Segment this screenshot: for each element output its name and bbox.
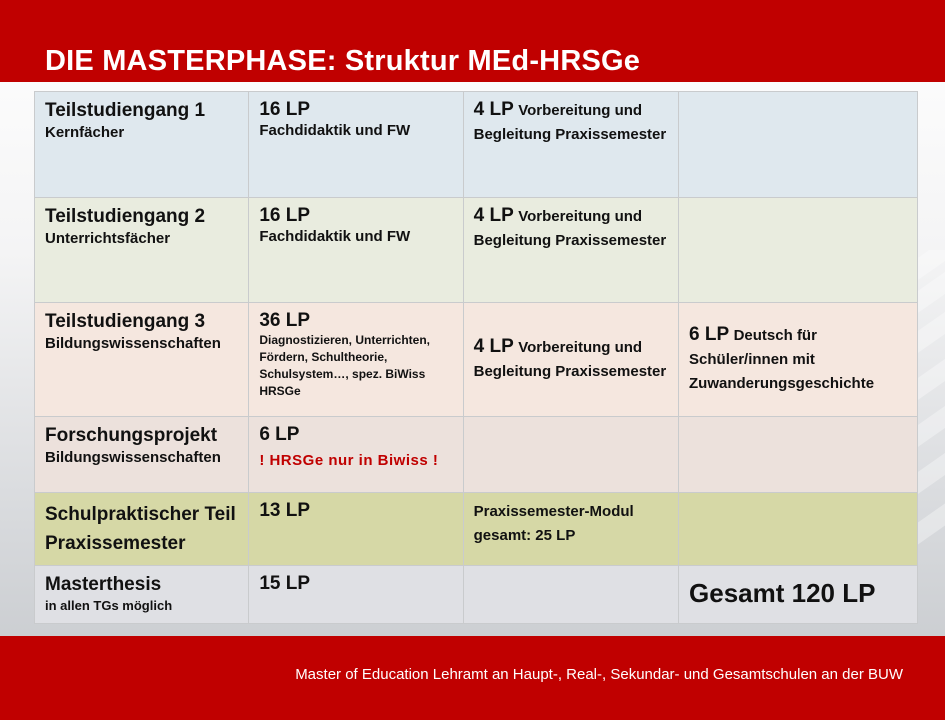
lp-description: Fachdidaktik und FW bbox=[259, 228, 411, 245]
lp-cell bbox=[249, 493, 463, 566]
row-heading-cell bbox=[35, 417, 249, 493]
row-title: Masterthesis bbox=[45, 574, 162, 595]
slide-title: DIE MASTERPHASE: Struktur MEd-HRSGe bbox=[45, 44, 641, 77]
praxis-text: Vorbereitung und Begleitung Praxissemester bbox=[473, 102, 667, 143]
row-heading-cell bbox=[35, 493, 249, 566]
table-row bbox=[35, 493, 918, 566]
total-cell bbox=[679, 566, 918, 624]
row-title: Schulpraktischer Teil Praxissemester bbox=[45, 504, 236, 554]
extra-cell bbox=[679, 303, 918, 417]
row-title: Forschungsprojekt bbox=[45, 425, 218, 446]
praxis-cell bbox=[463, 198, 678, 303]
row-title: Teilstudiengang 1 bbox=[45, 100, 206, 121]
row-title: Teilstudiengang 3 bbox=[45, 311, 206, 332]
praxis-text: Vorbereitung und Begleitung Praxissemester bbox=[473, 338, 667, 380]
row-heading-cell bbox=[35, 198, 249, 303]
lp-value: 6 LP bbox=[259, 424, 300, 445]
title-strip bbox=[0, 40, 945, 82]
lp-description: Diagnostizieren, Unterrichten, Fördern, Schultheorie, Schulsystem…, spez. BiWiss HRSGe bbox=[259, 333, 431, 398]
table-row bbox=[35, 303, 918, 417]
lp-value: 15 LP bbox=[259, 573, 311, 594]
praxis-lp: 4 LP bbox=[473, 205, 514, 226]
table-row bbox=[35, 92, 918, 198]
table-row bbox=[35, 566, 918, 624]
praxis-lp: 4 LP bbox=[473, 335, 514, 357]
praxis-cell bbox=[463, 303, 678, 417]
empty-cell bbox=[679, 417, 918, 493]
empty-cell bbox=[679, 198, 918, 303]
row-title: Teilstudiengang 2 bbox=[45, 206, 206, 227]
praxis-cell bbox=[463, 92, 678, 198]
praxis-text: Vorbereitung und Begleitung Praxissemester bbox=[473, 208, 667, 249]
lp-value: 16 LP bbox=[259, 205, 311, 226]
lp-cell bbox=[249, 566, 463, 624]
row-heading-cell bbox=[35, 303, 249, 417]
total-lp: Gesamt 120 LP bbox=[689, 578, 876, 608]
lp-cell bbox=[249, 303, 463, 417]
row-subtitle: Unterrichtsfächer bbox=[45, 230, 171, 247]
module-cell bbox=[463, 493, 678, 566]
table-row bbox=[35, 417, 918, 493]
lp-description: Fachdidaktik und FW bbox=[259, 122, 411, 139]
extra-text: Deutsch für Schüler/innen mit Zuwanderungsgeschichte bbox=[689, 326, 875, 392]
empty-cell bbox=[463, 566, 678, 624]
row-heading-cell bbox=[35, 92, 249, 198]
lp-value: 13 LP bbox=[259, 500, 311, 521]
empty-cell bbox=[463, 417, 678, 493]
row-subtitle: in allen TGs möglich bbox=[45, 598, 173, 613]
row-heading-cell bbox=[35, 566, 249, 624]
row-subtitle: Bildungswissenschaften bbox=[45, 335, 221, 352]
lp-value: 36 LP bbox=[259, 310, 311, 331]
row-subtitle: Kernfächer bbox=[45, 124, 125, 141]
warning-text: ! HRSGe nur in Biwiss ! bbox=[259, 452, 439, 469]
table-row bbox=[35, 198, 918, 303]
footer-bar bbox=[0, 636, 945, 720]
module-text: Praxissemester-Modul gesamt: 25 LP bbox=[473, 503, 634, 544]
footer-text: Master of Education Lehramt an Haupt-, Real-, Sekundar- und Gesamtschulen an der BUW bbox=[295, 666, 903, 683]
extra-lp: 6 LP bbox=[689, 323, 730, 345]
lp-value: 16 LP bbox=[259, 99, 311, 120]
lp-cell bbox=[249, 198, 463, 303]
row-subtitle: Bildungswissenschaften bbox=[45, 449, 221, 466]
lp-cell bbox=[249, 417, 463, 493]
empty-cell bbox=[679, 493, 918, 566]
praxis-lp: 4 LP bbox=[473, 99, 514, 120]
empty-cell bbox=[679, 92, 918, 198]
lp-cell bbox=[249, 92, 463, 198]
structure-table bbox=[34, 91, 918, 624]
